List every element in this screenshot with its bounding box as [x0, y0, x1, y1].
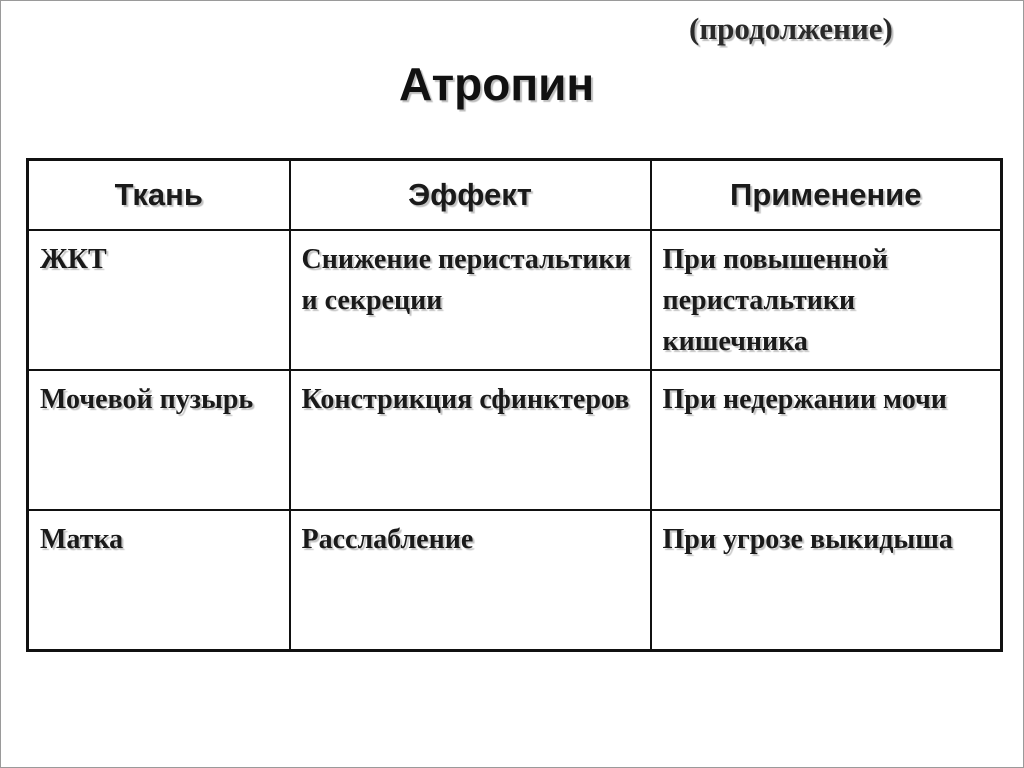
table-row — [28, 230, 1002, 370]
cell-text: Матка — [40, 524, 124, 555]
cell-use — [651, 370, 1002, 510]
cell-text: Снижение перистальтики и секреции — [301, 244, 631, 316]
cell-effect — [290, 230, 651, 370]
cell-text: Расслабление — [301, 524, 474, 555]
atropine-effects-table — [26, 158, 1003, 652]
cell-text: Мочевой пузырь — [40, 384, 254, 415]
cell-text: При угрозе выкидыша — [662, 524, 953, 555]
cell-tissue — [28, 370, 290, 510]
cell-effect — [290, 510, 651, 651]
table-row — [28, 510, 1002, 651]
table-header-row — [28, 160, 1002, 231]
cell-text: При недержании мочи — [662, 384, 947, 415]
cell-tissue — [28, 230, 290, 370]
cell-use — [651, 510, 1002, 651]
slide-subtitle: (продолжение) — [689, 11, 893, 46]
column-header-effect: Эффект — [290, 160, 651, 231]
cell-text: Констрикция сфинктеров — [301, 384, 630, 415]
cell-text: ЖКТ — [40, 244, 107, 275]
table-row — [28, 370, 1002, 510]
cell-use — [651, 230, 1002, 370]
slide-title: Атропин — [399, 58, 595, 110]
column-header-use: Применение — [651, 160, 1002, 231]
cell-tissue — [28, 510, 290, 651]
cell-text: При повышенной перистальтики кишечника — [662, 244, 888, 357]
cell-effect — [290, 370, 651, 510]
column-header-tissue: Ткань — [28, 160, 290, 231]
